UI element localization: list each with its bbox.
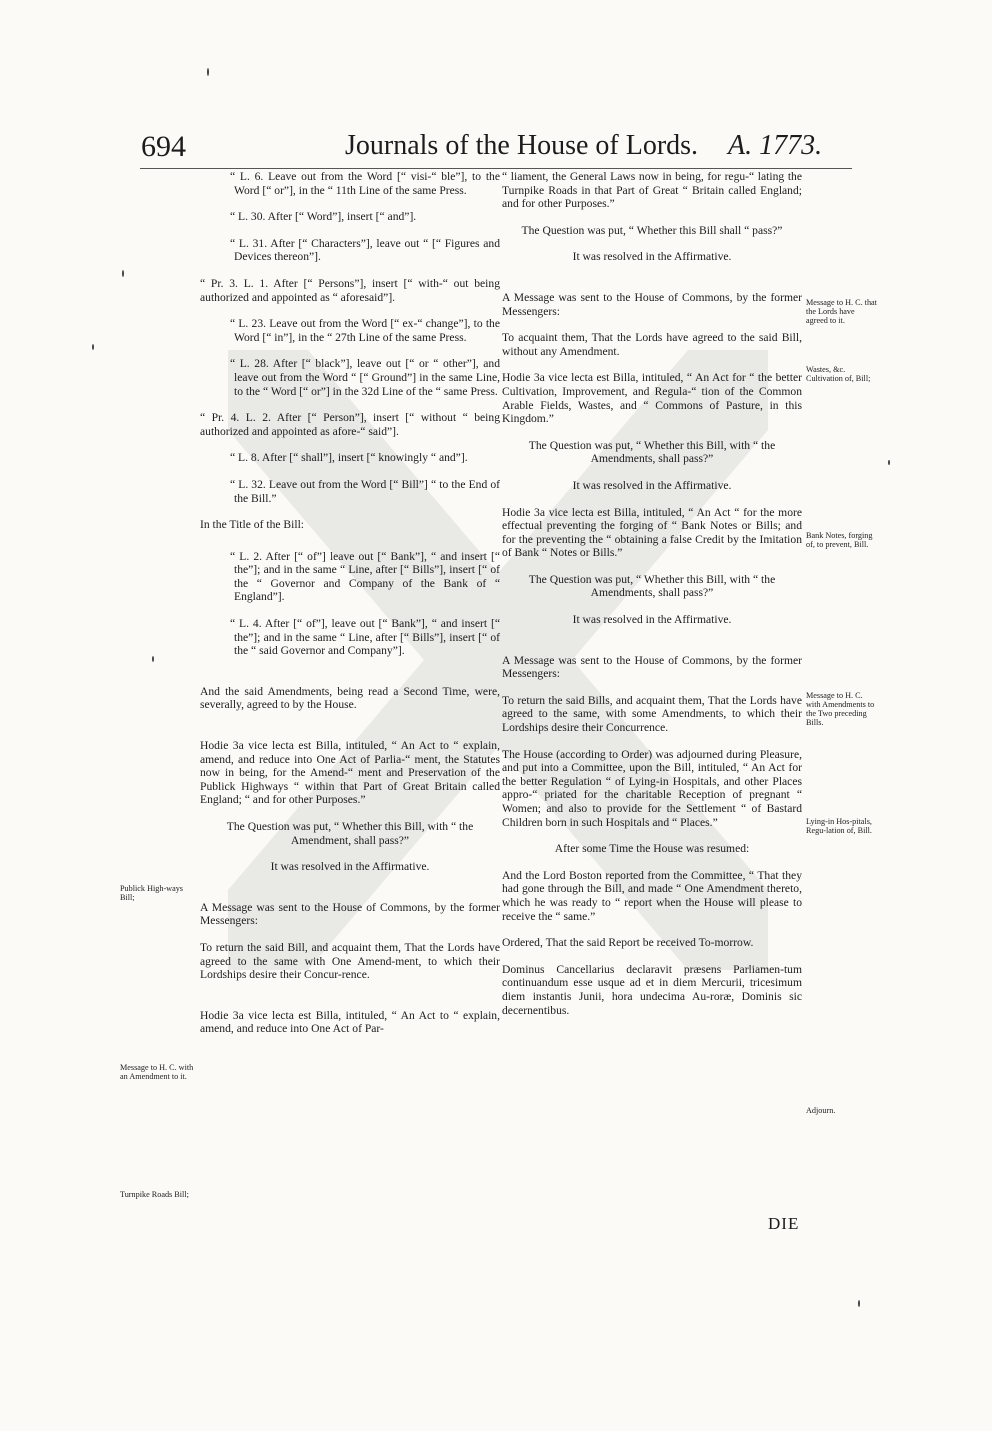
amendment-l32: “ L. 32. Leave out from the Word [“ Bill”] “ to the End of the Bill.” xyxy=(230,477,500,505)
page-year: A. 1773. xyxy=(728,130,823,161)
catchword: DIE xyxy=(768,1214,800,1233)
adjournment-latin: Dominus Cancellarius declaravit præsens Parliamen-tum continuandum esse usque ad et in diem Mercurii, tricesimum diem instantis Junii, hora undecima Au-roræ, Dominis sic decernentibus. xyxy=(502,962,802,1017)
bank-notes-bill-reading: Hodie 3a vice lecta est Billa, intituled, “ An Act “ for the more effectual preventing the forging of “ Bank Notes or Bills; and for the preventing the “ obtaining a false Credit by the Imitation of Bank “ Notes or Bills.” xyxy=(502,505,802,560)
amendment-pr3-l1: “ Pr. 3. L. 1. After [“ Persons”], insert [“ with-“ out being authorized and appointed as “ aforesaid”]. xyxy=(200,276,500,304)
highways-message-text: To return the said Bill, and acquaint them, That the Lords have agreed to the same with One Amend-ment, to which their Lordships desire their Concur-rence. xyxy=(200,940,500,982)
amendment-l6: “ L. 6. Leave out from the Word [“ visi-“ ble”], to the Word [“ or”], in the “ 11th Line of the same Press. xyxy=(230,170,500,197)
turnpike-bill-reading: Hodie 3a vice lecta est Billa, intituled, “ An Act to “ explain, amend, and reduce into One Act of Par- xyxy=(200,1008,500,1036)
margin-note-lying-in: Lying-in Hos-pitals, Regu-lation of, Bill. xyxy=(806,817,872,835)
margin-note-wastes: Wastes, &c. Cultivation of, Bill; xyxy=(806,365,871,383)
left-column xyxy=(200,170,500,1049)
lying-in-committee: The House (according to Order) was adjourned during Pleasure, and put into a Committee, upon the Bill, intituled, “ An Act for the better Regulation “ of Lying-in Hospitals, and other Places appro-“ priated for the charitable Reception of pregnant “ Women; and also to provide for the Settlement “ of Bastard Children born in such Hospitals and “ Places.” xyxy=(502,747,802,829)
amendment-l23: “ L. 23. Leave out from the Word [“ ex-“ change”], to the Word [“ in”], in the “ 27th Line of the same Press. xyxy=(230,317,500,344)
page-number: 694 xyxy=(141,130,186,163)
bank-notes-question: The Question was put, “ Whether this Bill, with “ the Amendments, shall pass?” xyxy=(528,572,776,600)
amendments-agreed: And the said Amendments, being read a Second Time, were, severally, agreed to by the House. xyxy=(200,684,500,712)
print-speck xyxy=(888,460,890,465)
two-bills-message: A Message was sent to the House of Commons, by the former Messengers: xyxy=(502,653,802,681)
title-of-bill-heading: In the Title of the Bill: xyxy=(200,518,305,532)
turnpike-question: The Question was put, “ Whether this Bill shall “ pass?” xyxy=(521,223,783,237)
header-rule xyxy=(140,168,852,169)
margin-note-two-bills: Message to H. C. with Amendments to the Two preceding Bills. xyxy=(806,691,875,727)
title-amendment-l4: “ L. 4. After [“ of”], leave out [“ Bank”], “ and insert [“ the”]; and in the same “ Line, after [“ Bills”], insert [“ of the “ said Governor and Company”]. xyxy=(230,617,500,658)
amendment-l30: “ L. 30. After [“ Word”], insert [“ and”]. xyxy=(230,210,417,224)
amendment-l28: “ L. 28. After [“ black”], leave out [“ or “ other”], and leave out from the Word “ [“ Ground”] in the same Line, to the “ Word [“ or”] in the 32d Line of the “ same Press. xyxy=(230,357,500,398)
print-speck xyxy=(152,656,154,662)
turnpike-message: A Message was sent to the House of Commons, by the former Messengers: xyxy=(502,290,802,318)
wastes-bill-reading: Hodie 3a vice lecta est Billa, intituled, “ An Act for “ the better Cultivation, Improvement, and Regula-“ tion of the Common Arable Fields, Wastes, and “ Commons of Pasture, in this Kingdom.” xyxy=(502,371,802,426)
running-head: Journals of the House of Lords. xyxy=(345,130,699,161)
margin-note-publick-highways: Publick High-ways Bill; xyxy=(120,884,183,902)
amendment-l31: “ L. 31. After [“ Characters”], leave out “ [“ Figures and Devices thereon”]. xyxy=(230,236,500,264)
print-speck xyxy=(92,344,94,350)
turnpike-message-text: To acquaint them, That the Lords have agreed to the said Bill, without any Amendment. xyxy=(502,331,802,358)
margin-note-bank-notes: Bank Notes, forging of, to prevent, Bill. xyxy=(806,531,873,549)
margin-note-turnpike: Turnpike Roads Bill; xyxy=(120,1190,189,1199)
print-speck xyxy=(207,68,209,76)
highways-message: A Message was sent to the House of Commons, by the former Messengers: xyxy=(200,900,500,928)
turnpike-bill-continued: “ liament, the General Laws now in being, for regu-“ lating the Turnpike Roads in that Part of Great “ Britain called England; and for other Purposes.” xyxy=(502,170,802,211)
lord-boston-report: And the Lord Boston reported from the Committee, “ That they had gone through the Bill, and made “ One Amendment thereto, which he was ready to “ report when the House will please to receive the “ same.” xyxy=(502,868,802,923)
house-resumed: After some Time the House was resumed: xyxy=(554,842,750,856)
two-bills-message-text: To return the said Bills, and acquaint them, That the Lords have agreed to the same, with some Amendments, to which their Lordships desire their Concurrence. xyxy=(502,693,802,735)
highways-bill-reading: Hodie 3a vice lecta est Billa, intituled, “ An Act to “ explain, amend, and reduce into One Act of Parlia-“ ment, the Statutes now in being, for the Amend-“ ment and Preservation of the Publick Highways “ within that Part of Great Britain called England; “ and for other Purposes.” xyxy=(200,739,500,807)
print-speck xyxy=(858,1300,860,1307)
turnpike-resolved: It was resolved in the Affirmative. xyxy=(572,250,732,264)
amendment-pr4-l2: “ Pr. 4. L. 2. After [“ Person”], insert [“ without “ being authorized and appointed as afore-“ said”]. xyxy=(200,411,500,438)
amendment-l8: “ L. 8. After [“ shall”], insert [“ knowingly “ and”]. xyxy=(230,451,468,465)
title-amendment-l2: “ L. 2. After [“ of”] leave out [“ Bank”], “ and insert [“ the”]; and in the same “ Line, after [“ Bills”], insert [“ of the “ Governor and Company of the Bank of “ England”]. xyxy=(230,549,500,604)
margin-note-message-amendment: Message to H. C. with an Amendment to it. xyxy=(120,1063,194,1081)
right-column xyxy=(502,170,802,1030)
highways-resolved: It was resolved in the Affirmative. xyxy=(270,860,430,874)
wastes-question: The Question was put, “ Whether this Bill, with “ the Amendments, shall pass?” xyxy=(528,438,776,466)
bank-notes-resolved: It was resolved in the Affirmative. xyxy=(572,613,732,627)
highways-question: The Question was put, “ Whether this Bill, with “ the Amendment, shall pass?” xyxy=(226,820,474,847)
margin-note-message-agreed: Message to H. C. that the Lords have agreed to it. xyxy=(806,298,877,325)
margin-note-adjourn: Adjourn. xyxy=(806,1106,836,1115)
ordered-report: Ordered, That the said Report be received To-morrow. xyxy=(502,936,754,950)
wastes-resolved: It was resolved in the Affirmative. xyxy=(572,478,732,492)
print-speck xyxy=(122,270,124,277)
